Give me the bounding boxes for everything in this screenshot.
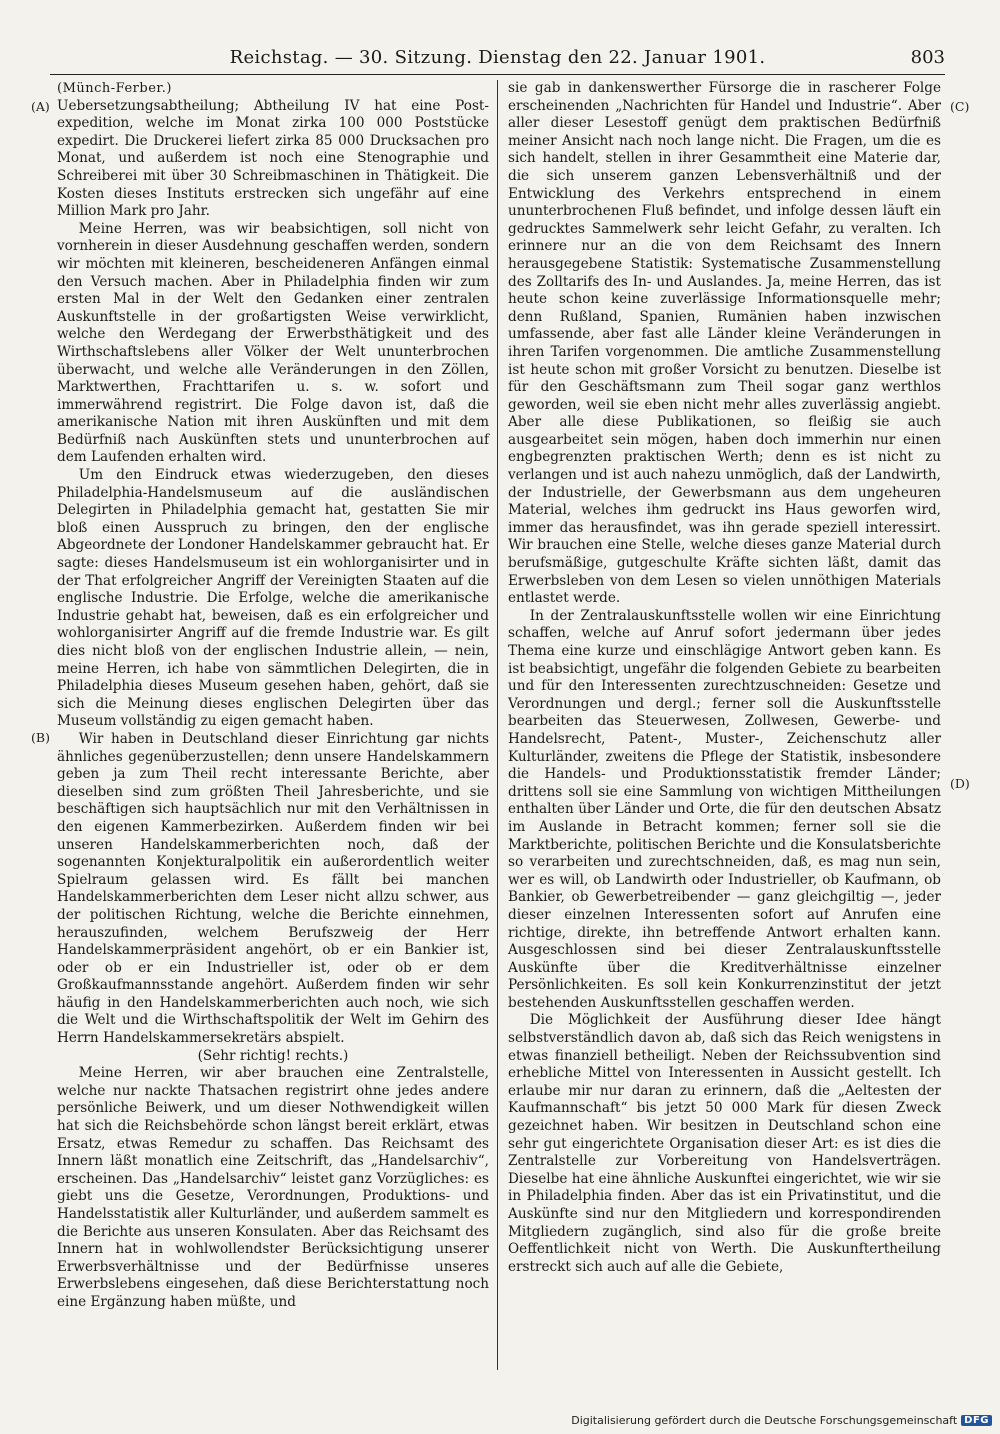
paragraph: sie gab in dankenswerther Fürsorge die in rascherer Folge erscheinenden „Nachrichten für Handel und Industrie“. Aber aller dieser Lesestoff genügt dem praktischen Bedürfniß meiner Ansicht nach noch lange nicht. Die Fragen, um die es sich handelt, stellen in ihrer Gesammtheit eine Materie dar, die sich unserem ganzen Lebensverhältniß und der Entwicklung des Verkehrs entsprechend in einem ununterbrochenen Fluß befindet, und infolge dessen läuft ein gedrucktes Sammelwerk sehr leicht Gefahr, zu veralten. Ich erinnere nur an die von dem Reichsamt des Innern herausgegebene Statistik: Systematische Zusammenstellung des Zolltarifs des In- und Auslandes. Ja, meine Herren, das ist heute schon keine zuverlässige Informationsquelle mehr; denn Rußland, Spanien, Rumänien haben inzwischen umfassende, aber fast alle Länder kleine Veränderungen in ihren Tarifen vorgenommen. Die amtliche Zusammenstellung ist heute schon mit großer Vorsicht zu benutzen. Dieselbe ist für den Geschäftsmann zum Theil sogar ganz werthlos geworden, weil sie eben nicht mehr alles zuverlässig angiebt. Aber alle diese Publikationen, so fleißig sie auch ausgearbeitet sein mögen, haben doch immerhin nur einen engbegrenzten praktischen Werth; denn es ist nicht zu verlangen und ist auch nahezu unmöglich, daß der Landwirth, der Industrielle, der Gewerbsmann aus dem ungeheuren Material, welches ihm gedruckt ins Haus geworfen wird, immer das herausfindet, was ihn gerade speziell interessirt. Wir brauchen eine Stelle, welche dieses ganze Material durch berufsmäßige, gutgeschulte Kräfte sichten läßt, damit das Erwerbsleben von dem Lesen so vielen unnöthigen Materials entlastet werde. (508, 80, 941, 607)
digitization-footer (571, 1414, 992, 1427)
left-column (57, 80, 489, 1312)
margin-mark-a: (A) (31, 99, 50, 114)
paragraph: In der Zentralauskunftsstelle wollen wir eine Einrichtung schaffen, welche auf Anruf sofort jedermann über jedes Thema eine kurze und einschlägige Antwort geben kann. Es ist beabsichtigt, ungefähr die folgenden Gebiete zu bearbeiten und für den Interessenten zurechtzuschneiden: Gesetze und Verordnungen und dergl.; ferner soll die Auskunftsstelle bearbeiten das Steuerwesen, Zollwesen, Gewerbe- und Handelsrecht, Patent-, Muster-, Zeichenschutz aller Kulturländer, zweitens die Pflege der Statistik, insbesondere die Handels- und Produktionsstatistik fremder Länder; drittens soll sie eine Sammlung von wichtigen Mittheilungen enthalten über Länder und Orte, die für den deutschen Absatz im Auslande in Betracht kommen; ferner soll sie die Marktberichte, politischen Berichte und die Konsulatsberichte so verarbeiten und zurechtschneiden, daß, es mag nun sein, wer es will, ob Landwirth oder Industrieller, ob Kaufmann, ob Bankier, ob Gewerbetreibender — ganz gleichgiltig —, jeder dieser einzelnen Interessenten sofort auf Anrufen eine richtige, direkte, ihn betreffende Antwort erhalten kann. Ausgeschlossen sind bei dieser Zentralauskunftsstelle Auskünfte über die Kreditverhältnisse einzelner Persönlichkeiten. Es soll kein Konkurrenzinstitut der jetzt bestehenden Auskunftsstellen geschaffen werden. (508, 607, 942, 1011)
paragraph: Meine Herren, wir aber brauchen eine Zentralstelle, welche nur nackte Thatsachen registrirt ohne jedes andere persönliche Beiwerk, und um dieser Nothwendigkeit willen hat sich die Reichsbehörde schon längst bereit erklärt, etwas Ersatz, etwas Remedur zu schaffen. Das Reichsamt des Innern läßt monatlich eine Zeitschrift, das „Handelsarchiv“, erscheinen. Das „Handelsarchiv“ leistet ganz Vorzügliches: es giebt uns die Gesetze, Verordnungen, Produktions- und Handelsstatistik aller Kulturländer, und außerdem sammelt es die Berichte aus unseren Konsulaten. Aber das Reichsamt des Innern hat in wohlwollendster Berücksichtigung unserer Erwerbsverhältnisse und der Bedürfnisse unseres Erwerbslebens eingesehen, daß diese Berichterstattung noch eine Ergänzung haben müßte, und (57, 1065, 489, 1310)
right-column (508, 80, 941, 1276)
paragraph: Wir haben in Deutschland dieser Einrichtung gar nichts ähnliches gegenüberzustellen; denn unsere Handelskammern geben ja zum Theil recht interessante Berichte, aber dieselben sind zum größten Theil Jahresberichte, und sie beschäftigen sich hauptsächlich nur mit den Verhältnissen in den eigenen Kammerbezirken. Außerdem finden wir bei unseren Handelskammerberichten noch, daß der sogenannten Konjekturalpolitik ein außerordentlich weiter Spielraum gelassen wird. Es fällt bei manchen Handelskammerberichten dem Leser nicht allzu schwer, aus der politischen Richtung, welche die Berichte einnehmen, herauszufinden, welchem Berufszweig der Herr Handelskammerpräsident angehört, ob er ein Bankier ist, oder ob er ein Industrieller ist, oder ob er dem Großkaufmannsstande angehört. Außerdem finden wir sehr häufig in den Handelskammerberichten auch noch, wie sich die Welt und die Wirthschaftspolitik der Welt im Gehirn des Herrn Handelskammersekretärs abspielt. (57, 730, 489, 1047)
margin-mark-b: (B) (31, 730, 50, 745)
page-header (50, 44, 945, 75)
margin-mark-d: (D) (950, 776, 970, 791)
margin-mark-c: (C) (950, 99, 970, 114)
footer-text: Digitalisierung gefördert durch die Deutsche Forschungsgemeinschaft (571, 1414, 958, 1427)
column-divider (497, 80, 498, 1370)
speaker-name: (Münch-Ferber.) (57, 81, 172, 96)
page-number: 803 (910, 47, 945, 68)
dfg-logo-icon: DFG (961, 1415, 992, 1426)
paragraph: Uebersetzungsabtheilung; Abtheilung IV hat eine Post-expedition, welche im Monat zirka 100 000 Poststücke expedirt. Die Druckerei liefert zirka 85 000 Drucksachen pro Monat, und außerdem ist noch eine Stenographie und Schreiberei mit über 30 Schreibmaschinen in Thätigkeit. Die Kosten dieses Instituts erstrecken sich ungefähr auf eine Million Mark pro Jahr. (57, 97, 489, 220)
paragraph: Um den Eindruck etwas wiederzugeben, den dieses Philadelphia-Handelsmuseum auf die ausländischen Delegirten in Philadelphia gemacht hat, gestatten Sie mir bloß einen Ausspruch zu bringen, den der englische Abgeordnete der Londoner Handelskammer gebraucht hat. Er sagte: dieses Handelsmuseum ist ein wohlorganisirter und in der That erfolgreicher Angriff der Vereinigten Staaten auf die englische Industrie. Die Erfolge, welche die amerikanische Industrie gehabt hat, beweisen, daß es ein erfolgreicher und wohlorganisirter Angriff auf die fremde Industrie war. Es gilt dies nicht bloß von der englischen Industrie allein, — nein, meine Herren, ich habe von sämmtlichen Delegirten, die in Philadelphia dieses Museum gesehen haben, gehört, daß sie sich die Meinung dieses englischen Delegirten über das Museum vollständig zu eigen gemacht haben. (57, 467, 489, 730)
interjection: (Sehr richtig! rechts.) (197, 1047, 349, 1064)
page-title: Reichstag. — 30. Sitzung. Dienstag den 22. Januar 1901. (229, 47, 766, 68)
paragraph: Meine Herren, was wir beabsichtigen, soll nicht von vornherein in dieser Ausdehnung geschaffen werden, sondern wir möchten mit kleineren, bescheideneren Anfängen einmal den Versuch machen. Aber in Philadelphia finden wir zum ersten Mal in der Welt den Gedanken einer zentralen Auskunftstelle in der großartigsten Weise verwirklicht, welche den Werdegang der Erwerbsthätigkeit und des Wirthschaftslebens aller Völker der Welt ununterbrochen überwacht, und welche alle Veränderungen in den Zöllen, Marktwerthen, Frachttarifen u. s. w. sofort und immerwährend registrirt. Die Folge davon ist, daß die amerikanische Nation mit ihren Auskünften und mit dem Bedürfniß nach Auskünften stets und ununterbrochen auf dem Laufenden erhalten wird. (57, 220, 489, 466)
paragraph: Die Möglichkeit der Ausführung dieser Idee hängt selbstverständlich davon ab, daß sich das Reich wenigstens in etwas finanziell betheiligt. Neben der Reichssubvention sind erhebliche Mittel von Interessenten in Aussicht gestellt. Ich erlaube mir nur daran zu erinnern, daß die „Aeltesten der Kaufmannschaft“ bis jetzt 50 000 Mark für diesen Zweck gezeichnet haben. Wir besitzen in Deutschland schon eine sehr gut eingerichtete Organisation dieser Art: es ist dies die Zentralstelle zur Vorbereitung von Handelsverträgen. Dieselbe hat eine ähnliche Auskunftei eingerichtet, wie wir sie in Philadelphia finden. Aber das ist ein Privatinstitut, und die Auskünfte sind nur den Mitgliedern und korrespondirenden Mitgliedern zugänglich, sind also für die große breite Oeffentlichkeit nicht von Werth. Die Auskunftertheilung erstreckt sich auch auf alle die Gebiete, (508, 1012, 941, 1275)
